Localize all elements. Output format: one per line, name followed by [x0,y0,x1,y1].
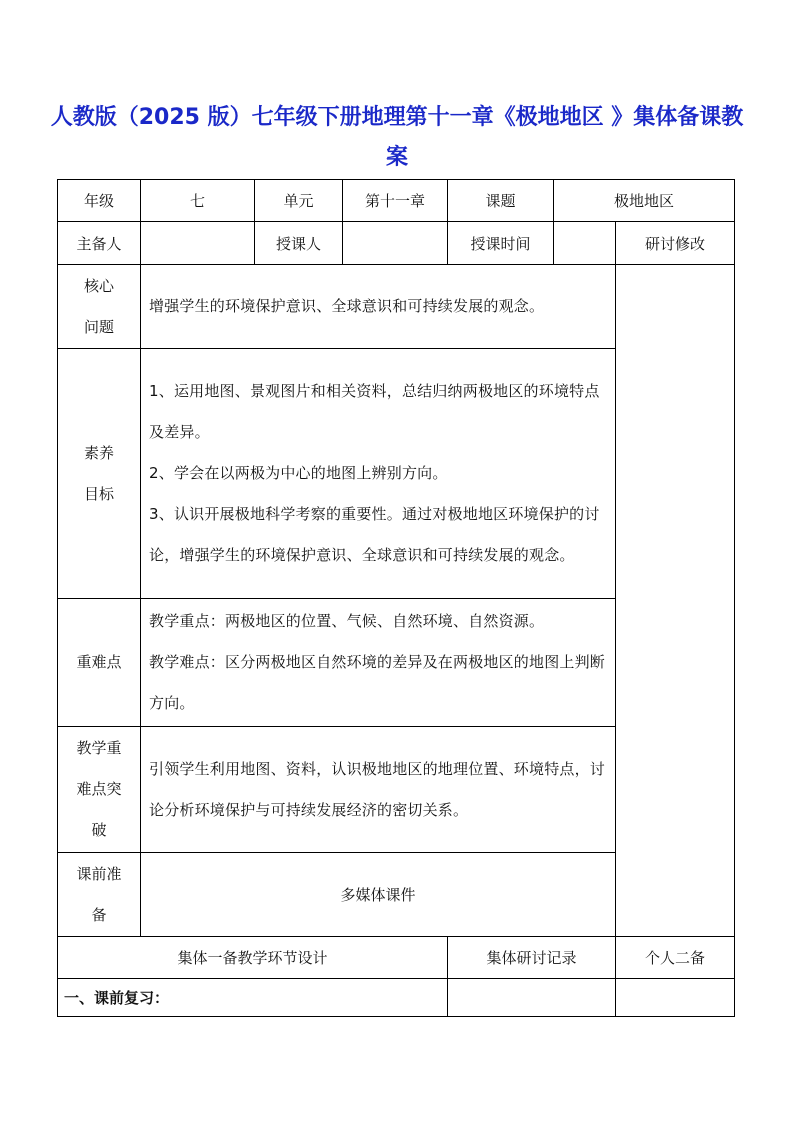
class-time-value [554,222,616,265]
header-row-2 [58,222,735,265]
unit-label: 单元 [255,180,343,222]
goal-item: 2、学会在以两极为中心的地图上辨别方向。 [149,464,448,482]
lead-preparer-label: 主备人 [58,222,141,265]
core-question-label [58,265,141,349]
document-title: 人教版（2025 版）七年级下册地理第十一章《极地地区 》集体备课教案 [50,105,744,170]
breakthrough-label-line1: 教学重 [76,739,122,757]
grade-value: 七 [141,180,255,222]
preparation-label-line1: 课前准 [76,864,122,883]
teacher-label: 授课人 [255,222,343,265]
goals-label [58,349,141,599]
goal-item: 3、认识开展极地科学考察的重要性。通过对极地地区环境保护的讨论，增强学生的环境保护意识、全球意识和可持续发展的观念。 [149,505,600,564]
header-row-1 [58,180,735,222]
goals-label-line1: 素养 [83,443,114,462]
revision-notes-cell [616,265,735,937]
goal-item: 1、运用地图、景观图片和相关资料，总结归纳两极地区的环境特点及差异。 [149,382,600,441]
design-header-col1: 集体一备教学环节设计 [58,937,448,979]
key-point-item: 教学难点：区分两极地区自然环境的差异及在两极地区的地图上判断方向。 [149,653,606,712]
section-row [58,979,735,1017]
topic-value: 极地地区 [554,180,735,222]
grade-label: 年级 [58,180,141,222]
revision-label: 研讨修改 [616,222,735,265]
unit-value: 第十一章 [343,180,448,222]
design-header-col3: 个人二备 [616,937,735,979]
key-points-text [141,599,616,727]
section-record-cell [448,979,616,1017]
breakthrough-label-line3: 破 [91,821,107,839]
core-label-line2: 问题 [83,317,114,336]
topic-label: 课题 [448,180,554,222]
key-point-item: 教学重点：两极地区的位置、气候、自然环境、自然资源。 [149,612,545,630]
core-question-row [58,265,735,349]
breakthrough-text: 引领学生利用地图、资料，认识极地地区的地理位置、环境特点，讨论分析环境保护与可持续发展经济的密切关系。 [141,727,616,853]
preparation-label [58,853,141,937]
key-points-label: 重难点 [58,599,141,727]
goals-text [141,349,616,599]
design-header-row [58,937,735,979]
lead-preparer-value [141,222,255,265]
section-heading: 一、课前复习： [58,979,448,1017]
design-header-col2: 集体研讨记录 [448,937,616,979]
goals-label-line2: 目标 [83,484,114,503]
preparation-text: 多媒体课件 [141,853,616,937]
preparation-label-line2: 备 [91,905,107,924]
breakthrough-label-line2: 难点突 [76,780,122,798]
section-personal-cell [616,979,735,1017]
teacher-value [343,222,448,265]
breakthrough-label [58,727,141,853]
class-time-label: 授课时间 [448,222,554,265]
lesson-plan-table [57,179,735,1017]
core-label-line1: 核心 [83,276,114,295]
core-question-text: 增强学生的环境保护意识、全球意识和可持续发展的观念。 [141,265,616,349]
